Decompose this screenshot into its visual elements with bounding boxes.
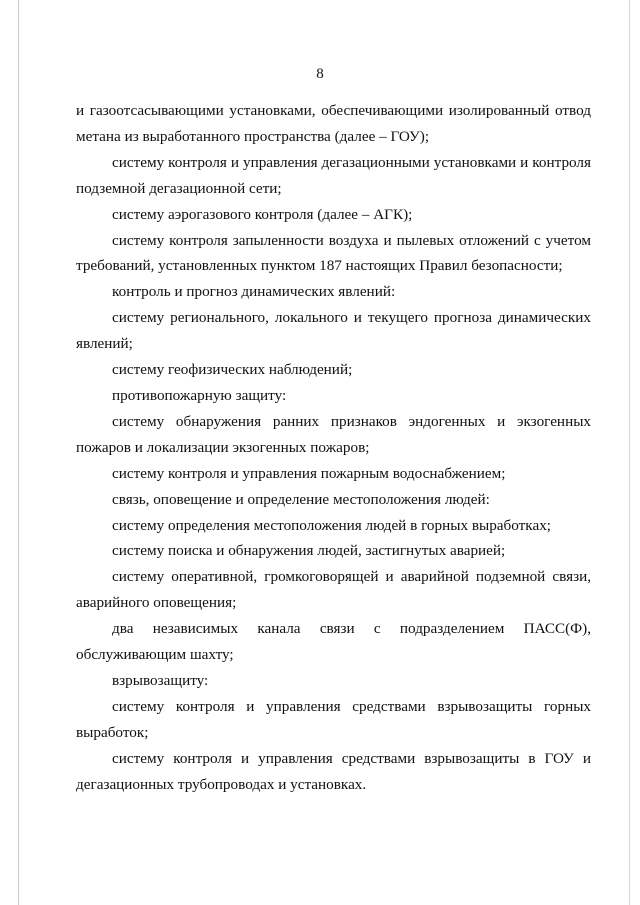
- paragraph: систему определения местоположения людей в горных выработках;: [112, 516, 552, 534]
- paragraph: систему геофизических наблюдений;: [112, 361, 353, 379]
- paragraph: связь, оповещение и определение местоположения людей:: [112, 490, 490, 508]
- document-body: [76, 98, 591, 797]
- page-number: 8: [316, 66, 324, 82]
- paragraph: систему контроля и управления средствами взрывозащиты в ГОУ и дегазационных трубопроводах и установках.: [76, 749, 591, 793]
- paragraph: два независимых канала связи с подразделением ПАСС(Ф), обслуживающим шахту;: [76, 620, 591, 664]
- paragraph: систему контроля и управления пожарным водоснабжением;: [112, 464, 506, 482]
- paragraph: систему поиска и обнаружения людей, застигнутых аварией;: [112, 542, 506, 560]
- page-edge-right: [629, 0, 630, 905]
- paragraph: противопожарную защиту:: [112, 386, 287, 404]
- paragraph: систему оперативной, громкоговорящей и аварийной подземной связи, аварийного оповещения;: [76, 568, 591, 612]
- paragraph: систему контроля и управления дегазационными установками и контроля подземной дегазационной сети;: [76, 153, 591, 197]
- paragraph: контроль и прогноз динамических явлений:: [112, 283, 396, 301]
- paragraph: систему контроля запыленности воздуха и пылевых отложений с учетом требований, установленных пунктом 187 настоящих Правил безопасности;: [76, 231, 591, 275]
- paragraph: и газоотсасывающими установками, обеспечивающими изолированный отвод метана из выработанного пространства (далее – ГОУ);: [76, 102, 591, 145]
- paragraph: систему аэрогазового контроля (далее – АГК);: [112, 205, 413, 223]
- paragraph: систему регионального, локального и текущего прогноза динамических явлений;: [76, 309, 591, 353]
- paragraph: систему обнаружения ранних признаков эндогенных и экзогенных пожаров и локализации экзогенных пожаров;: [76, 412, 591, 456]
- paragraph: систему контроля и управления средствами взрывозащиты горных выработок;: [76, 697, 591, 741]
- paragraph: взрывозащиту:: [112, 671, 209, 689]
- page-edge-left: [18, 0, 19, 905]
